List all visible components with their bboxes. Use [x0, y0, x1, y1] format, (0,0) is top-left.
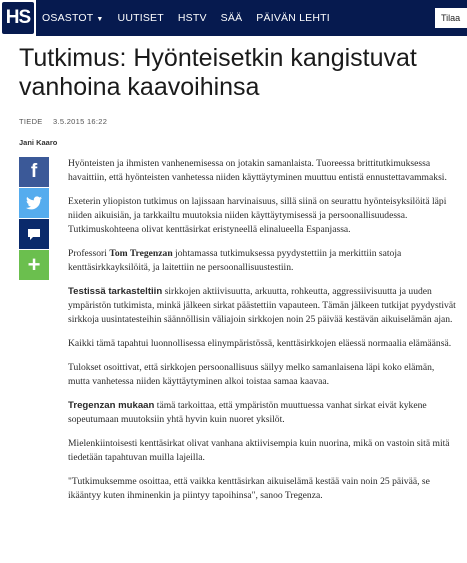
paragraph-lead-bold: Tregenzan mukaan [68, 400, 155, 411]
twitter-share-button[interactable] [19, 188, 49, 218]
nav-item-saa[interactable]: SÄÄ [220, 12, 243, 24]
article-title: Tutkimus: Hyönteisetkin kangistuvat vanhoina kaavoihinsa [19, 44, 417, 101]
article-author[interactable]: Jani Kaaro [19, 138, 58, 147]
paragraph-text: tämä tarkoittaa, että ympäristön muuttuessa vanhat sirkat eivät kykene sopeutumaan muutoksiin yhtä hyvin kuin nuoret yksilöt. [68, 400, 427, 425]
nav-item-label: OSASTOT [42, 12, 94, 24]
subscribe-button[interactable]: Tilaa [435, 8, 467, 28]
article-paragraph [68, 247, 458, 275]
nav-item-uutiset[interactable]: UUTISET [117, 12, 164, 24]
comment-button[interactable] [19, 219, 49, 249]
paragraph-lead: Professori [68, 248, 110, 259]
article-paragraph: Exeterin yliopiston tutkimus on lajissaan harvinaisuus, sillä siinä on seurattu hyönteisyksilöitä läpi niiden aikuisiän, ja tarkkailtu muutoksia niiden käyttäytymisessä ja persoonallisuudessa. Tutkimuskohteena olivat kenttäsirkat eristyneellä elinalueella Espanjassa. [68, 196, 447, 235]
article-paragraph: Kaikki tämä tapahtui luonnollisessa elinympäristössä, kenttäsirkkojen eläessä normaalia elämäänsä. [68, 338, 452, 349]
paragraph-text: sirkkojen aktiivisuutta, arkuutta, rohkeutta, aggressiivisuutta ja uuden ympäristön tutkimista, minkä jälkeen sirkat päästettiin vapauteen. Tämän jälkeen tutkijat pyydystivät sirkkoja uusintatesteihin säännöllisin väliajoin sirkkojen noin 25 päivää kestävän aikuiselämän ajan. [68, 286, 456, 325]
main-nav [42, 0, 344, 36]
twitter-bird-icon [26, 196, 42, 210]
article-body [68, 157, 458, 513]
article-paragraph [68, 285, 458, 327]
article-meta [19, 117, 107, 126]
chevron-down-icon: ▼ [96, 16, 104, 23]
hs-logo[interactable] [0, 0, 36, 36]
plus-icon: + [27, 252, 41, 277]
facebook-share-button[interactable] [19, 157, 49, 187]
article-paragraph: Mielenkiintoisesti kenttäsirkat olivat vanhana aktiivisempia kuin nuorina, mikä on vastoin sitä mitä tiedetään tapahtuvan muilla lajeilla. [68, 438, 450, 463]
top-navigation-bar [0, 0, 467, 36]
article-paragraph: Tulokset osoittivat, että sirkkojen persoonallisuus säilyy melko samanlaisena läpi koko elämän, mutta vanhetessa niiden käyttäytyminen alkoi toistaa samaa kaavaa. [68, 362, 435, 387]
comment-bubble-icon [27, 228, 41, 241]
nav-item-osastot[interactable] [42, 12, 104, 24]
article-paragraph: "Tutkimuksemme osoittaa, että vaikka kenttäsirkan aikuiselämä kestää vain noin 25 päivää, se ikääntyy kuten ihminenkin ja piintyy tapoihinsa", sanoo Tregenza. [68, 476, 430, 501]
article-section-link[interactable]: TIEDE [19, 117, 43, 126]
facebook-icon: f [30, 161, 38, 182]
nav-item-paivan-lehti[interactable]: PÄIVÄN LEHTI [256, 12, 330, 24]
nav-item-hstv[interactable]: HSTV [177, 12, 207, 24]
article-date: 3.5.2015 16:22 [52, 117, 108, 126]
paragraph-lead-bold: Testissä tarkasteltiin [68, 286, 163, 297]
paragraph-text: johtamassa tutkimuksessa pyydystettiin ja merkittiin satoja kenttäsirkkayksilöitä, ja laitettiin ne persoonallisuustestiin. [68, 248, 402, 273]
hs-logo-text: HS [2, 2, 34, 34]
article-paragraph [68, 399, 458, 427]
more-share-button[interactable] [19, 250, 49, 280]
article-paragraph: Hyönteisten ja ihmisten vanhenemisessa on jotakin samanlaista. Tuoreessa brittitutkimuksessa havaittiin, että hyönteisten vanhetessa niiden käyttäytyminen muuttuu entistä ennustettavammaksi. [68, 158, 447, 183]
person-name: Tom Tregenzan [109, 248, 173, 259]
